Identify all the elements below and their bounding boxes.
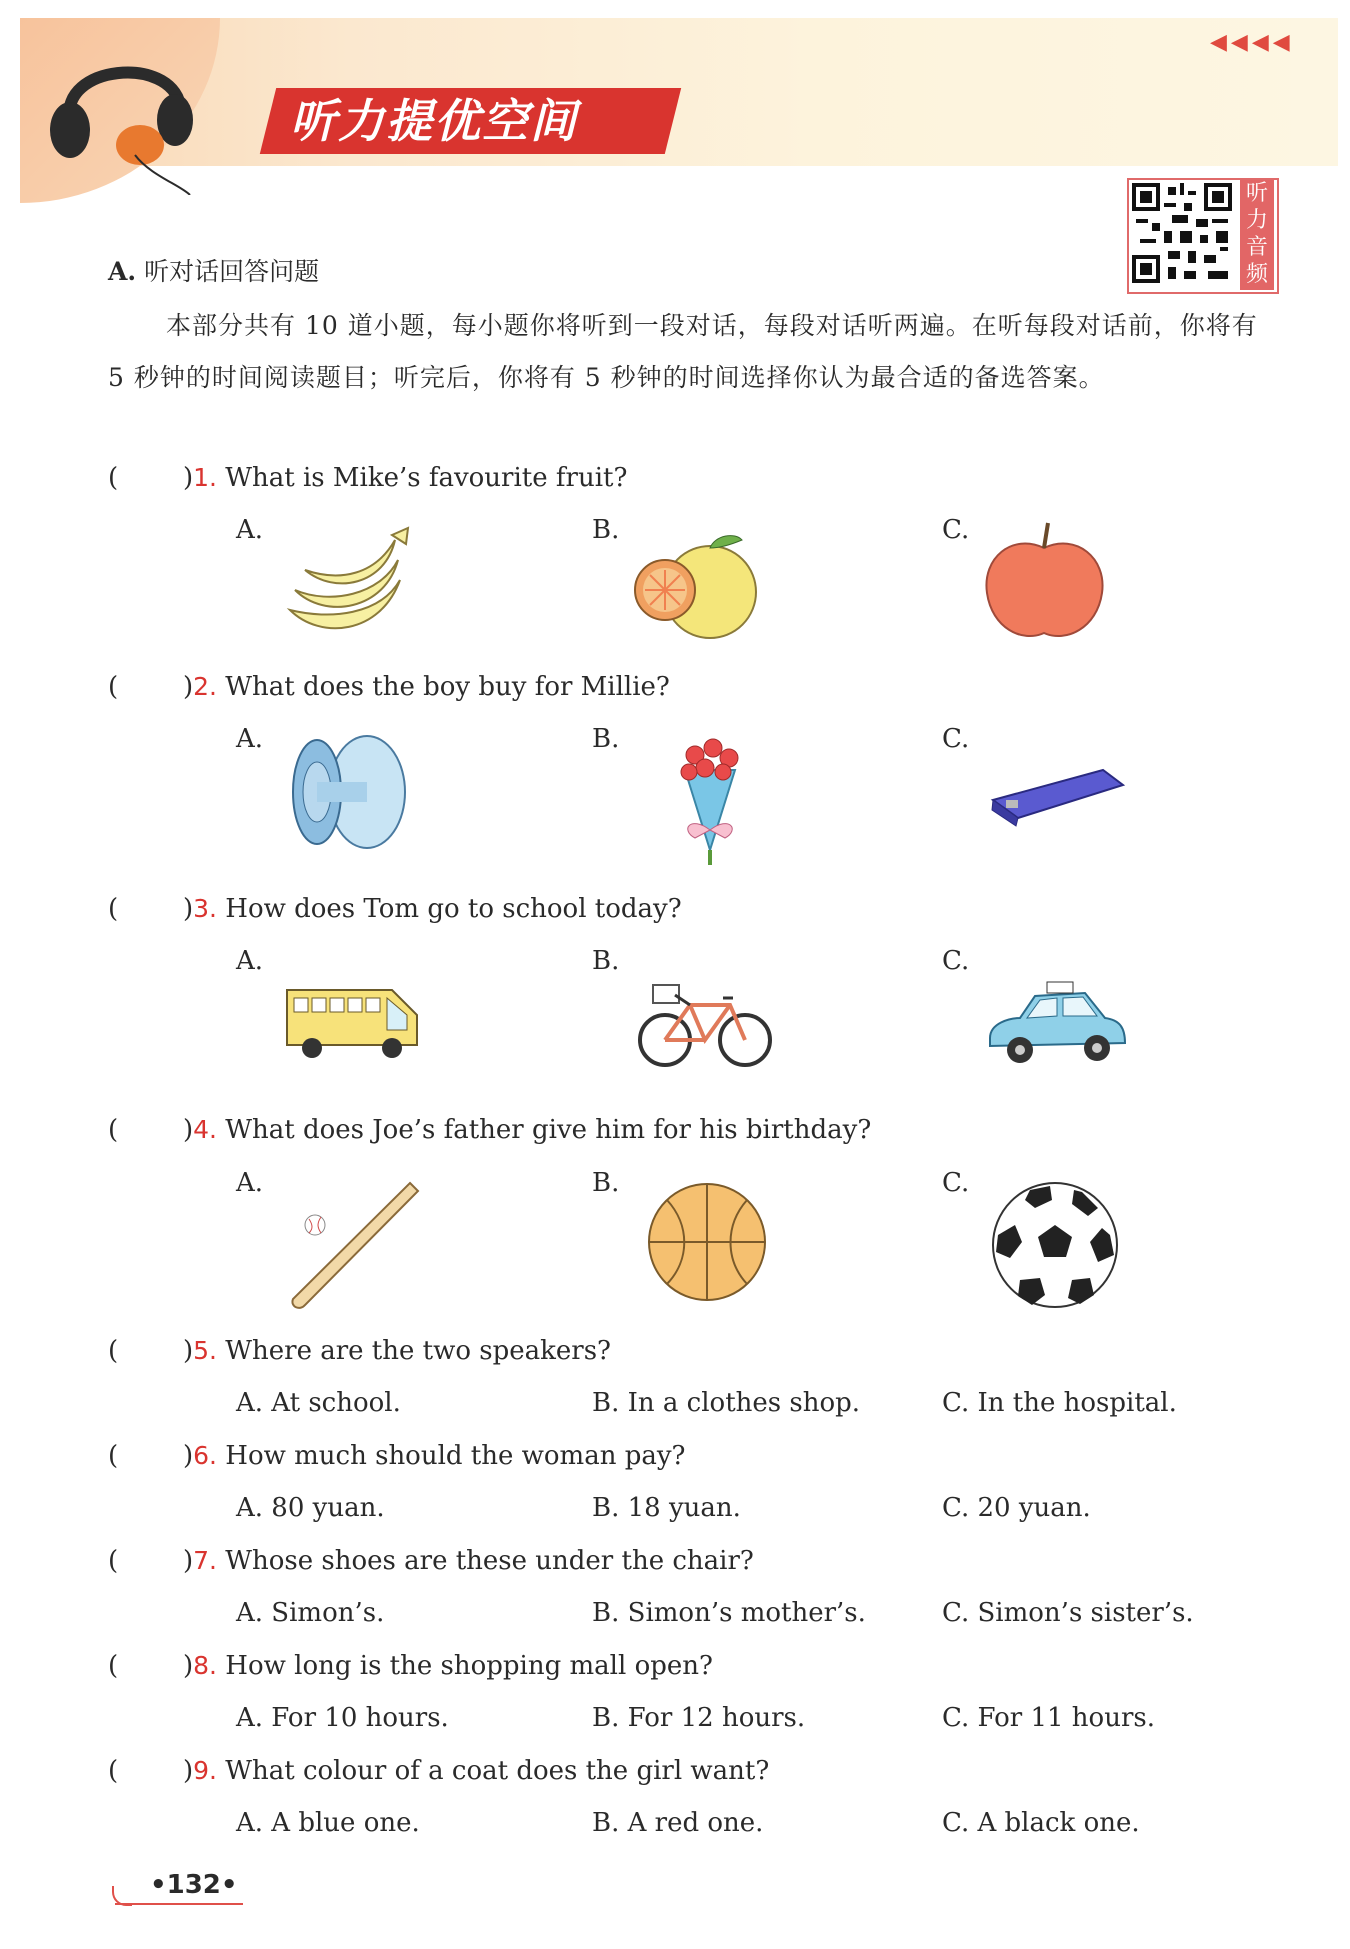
option-5b[interactable]: B. In a clothes shop. — [592, 1388, 861, 1418]
option-1b[interactable]: B. — [592, 515, 620, 545]
option-3a[interactable]: A. — [236, 946, 264, 976]
question-text: How does Tom go to school today? — [225, 894, 682, 924]
question-text: What colour of a coat does the girl want? — [225, 1756, 770, 1786]
option-1a[interactable]: A. — [236, 515, 264, 545]
answer-blank[interactable]: ( — [108, 894, 119, 924]
page-number: •132• — [150, 1870, 238, 1900]
flower-bouquet-icon — [665, 730, 755, 870]
football-icon — [990, 1180, 1120, 1310]
question-9: ( )9. What colour of a coat does the girl want? — [108, 1756, 770, 1786]
bananas-icon — [280, 520, 415, 650]
option-9a[interactable]: A. A blue one. — [236, 1808, 420, 1838]
option-4a[interactable]: A. — [236, 1168, 264, 1198]
bicycle-icon — [635, 970, 775, 1070]
question-3: ( )3. How does Tom go to school today? — [108, 894, 682, 924]
qr-code-icon[interactable] — [1132, 183, 1232, 283]
page-title: 听力提优空间 — [290, 94, 578, 148]
question-text: What is Mike’s favourite fruit? — [225, 463, 628, 493]
option-5c[interactable]: C. In the hospital. — [942, 1388, 1177, 1418]
option-4b[interactable]: B. — [592, 1168, 620, 1198]
option-9b[interactable]: B. A red one. — [592, 1808, 764, 1838]
option-2c[interactable]: C. — [942, 724, 970, 754]
option-8b[interactable]: B. For 12 hours. — [592, 1703, 806, 1733]
option-7c[interactable]: C. Simon’s sister’s. — [942, 1598, 1194, 1628]
headphones-icon — [40, 45, 200, 195]
option-6b[interactable]: B. 18 yuan. — [592, 1493, 741, 1523]
answer-blank[interactable]: ( — [108, 1756, 119, 1786]
yoyo-icon — [282, 730, 412, 860]
answer-blank[interactable]: ( — [108, 1336, 119, 1366]
option-1c[interactable]: C. — [942, 515, 970, 545]
answer-blank[interactable]: ( — [108, 1546, 119, 1576]
option-3b[interactable]: B. — [592, 946, 620, 976]
baseball-bat-icon — [285, 1175, 425, 1315]
section-title — [108, 252, 319, 288]
answer-blank[interactable]: ( — [108, 463, 119, 493]
question-2: ( )2. What does the boy buy for Millie? — [108, 672, 670, 702]
question-text: What does Joe’s father give him for his birthday? — [225, 1115, 872, 1145]
question-7: ( )7. Whose shoes are these under the chair? — [108, 1546, 754, 1576]
question-text: What does the boy buy for Millie? — [225, 672, 670, 702]
section-letter: A. — [108, 257, 137, 286]
option-6c[interactable]: C. 20 yuan. — [942, 1493, 1091, 1523]
question-8: ( )8. How long is the shopping mall open? — [108, 1651, 713, 1681]
arrows-icon: ◀◀◀◀ — [1210, 30, 1294, 55]
instructions: 本部分共有 10 道小题，每小题你将听到一段对话，每段对话听两遍。在听每段对话前，你将有 5 秒钟的时间阅读题目；听完后，你将有 5 秒钟的时间选择你认为最合适的备选答案。 — [108, 311, 1258, 392]
answer-blank[interactable]: ( — [108, 1651, 119, 1681]
section-title-text: 听对话回答问题 — [144, 257, 320, 286]
answer-blank[interactable]: ( — [108, 1441, 119, 1471]
option-8c[interactable]: C. For 11 hours. — [942, 1703, 1155, 1733]
grapefruit-icon — [630, 530, 765, 645]
option-7b[interactable]: B. Simon’s mother’s. — [592, 1598, 866, 1628]
option-2a[interactable]: A. — [236, 724, 264, 754]
option-7a[interactable]: A. Simon’s. — [236, 1598, 385, 1628]
qr-label: 听力音频 — [1240, 180, 1274, 290]
question-6: ( )6. How much should the woman pay? — [108, 1441, 686, 1471]
option-4c[interactable]: C. — [942, 1168, 970, 1198]
question-4: ( )4. What does Joe’s father give him for his birthday? — [108, 1115, 872, 1145]
taxi-icon — [985, 978, 1130, 1073]
option-9c[interactable]: C. A black one. — [942, 1808, 1140, 1838]
option-6a[interactable]: A. 80 yuan. — [236, 1493, 385, 1523]
question-5: ( )5. Where are the two speakers? — [108, 1336, 611, 1366]
answer-blank[interactable]: ( — [108, 1115, 119, 1145]
pencil-case-icon — [988, 760, 1128, 830]
option-5a[interactable]: A. At school. — [236, 1388, 401, 1418]
basketball-icon — [645, 1180, 770, 1305]
apple-icon — [982, 518, 1107, 646]
bus-icon — [282, 980, 422, 1065]
option-2b[interactable]: B. — [592, 724, 620, 754]
question-text: Where are the two speakers? — [225, 1336, 611, 1366]
question-text: How long is the shopping mall open? — [225, 1651, 713, 1681]
question-text: How much should the woman pay? — [225, 1441, 686, 1471]
page-number-underline — [115, 1903, 243, 1905]
option-3c[interactable]: C. — [942, 946, 970, 976]
answer-blank[interactable]: ( — [108, 672, 119, 702]
option-8a[interactable]: A. For 10 hours. — [236, 1703, 449, 1733]
question-1: ( )1. What is Mike’s favourite fruit? — [108, 463, 628, 493]
question-text: Whose shoes are these under the chair? — [225, 1546, 754, 1576]
